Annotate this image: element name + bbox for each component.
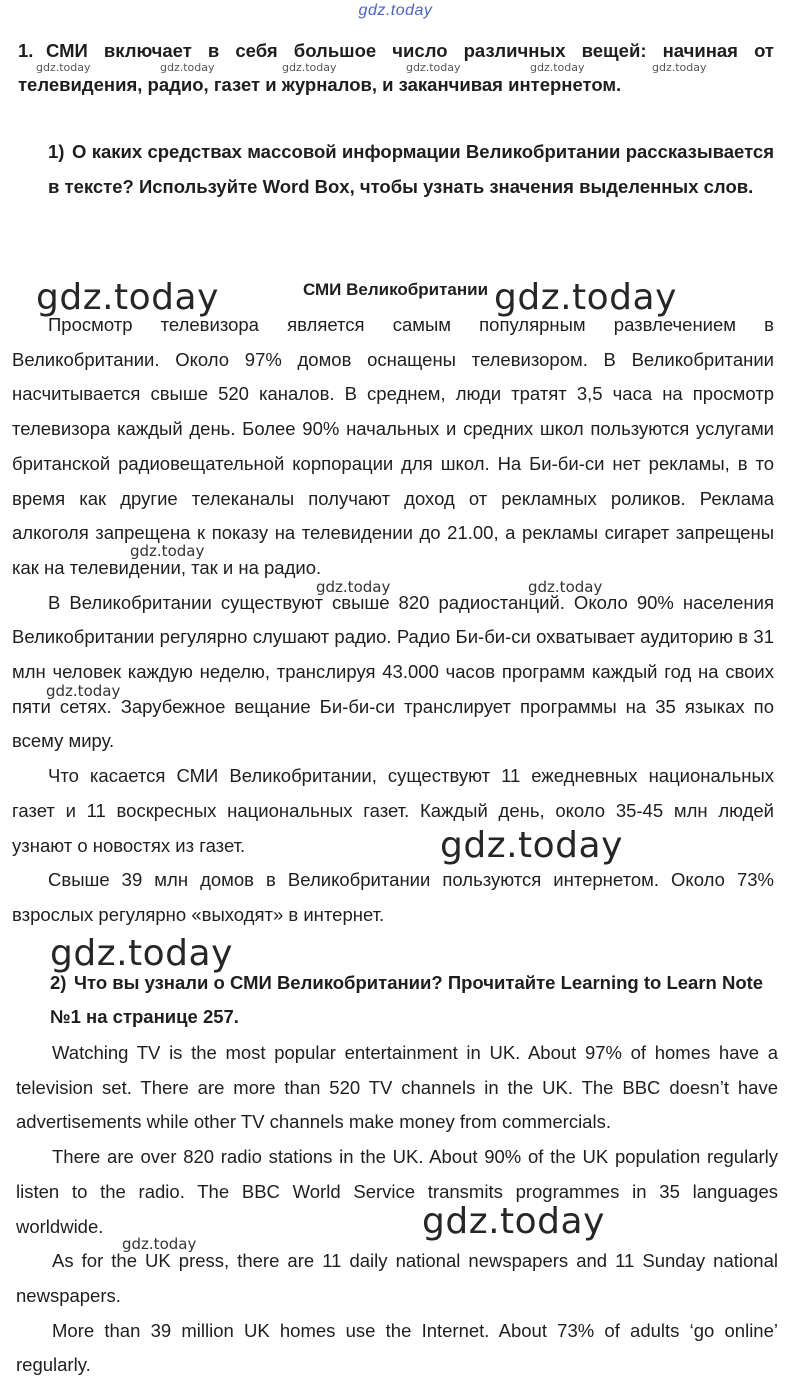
watermark-medium: gdz.today	[122, 1235, 197, 1253]
text-title: СМИ Великобритании	[302, 280, 489, 299]
en-paragraph: As for the UK press, there are 11 daily national newspapers and 11 Sunday national newspapers.	[16, 1250, 778, 1306]
subtask-1-number: 1)	[48, 141, 65, 162]
subtask-2-text: Что вы узнали о СМИ Великобритании? Прочитайте Learning to Learn Note №1 на странице 257.	[50, 972, 764, 1027]
watermark-medium: gdz.today	[316, 578, 391, 596]
russian-text	[12, 308, 774, 933]
watermark-small: gdz.today	[160, 61, 215, 74]
ru-paragraph: Свыше 39 млн домов в Великобритании пользуются интернетом. Около 73% взрослых регулярно «выходят» в интернет.	[12, 869, 774, 925]
en-paragraph: Watching TV is the most popular entertainment in UK. About 97% of homes have a television set. There are more than 520 TV channels in the UK. The BBC doesn’t have advertisements while other TV channels make money from commercials.	[16, 1042, 778, 1133]
watermark-small: gdz.today	[36, 61, 91, 74]
subtask-1	[48, 134, 774, 204]
watermark-small: gdz.today	[530, 61, 585, 74]
watermark-small: gdz.today	[282, 61, 337, 74]
watermark-small: gdz.today	[652, 61, 707, 74]
watermark-large: gdz.today	[440, 825, 623, 866]
ru-paragraph: В Великобритании существуют свыше 820 радиостанций. Около 90% населения Великобритании регулярно слушают радио. Радио Би-би-си охватывает аудиторию в 31 млн человек каждую неделю, транслируя 43.000 часов программ каждый год на своих пяти сетях. Зарубежное вещание Би-би-си транслирует программы на 35 языках по всему миру.	[12, 591, 774, 752]
watermark-medium: gdz.today	[46, 682, 121, 700]
en-paragraph: More than 39 million UK homes use the Internet. About 73% of adults ‘go online’ regularly.	[16, 1319, 778, 1376]
watermark-small: gdz.today	[406, 61, 461, 74]
watermark-medium: gdz.today	[130, 542, 205, 560]
ru-paragraph: Просмотр телевизора является самым популярным развлечением в Великобритании. Около 97% домов оснащены телевизором. В Великобритании насчитывается свыше 520 каналов. В среднем, люди тратят 3,5 часа на просмотр телевизора каждый день. Более 90% начальных и средних школ пользуются услугами британской радиовещательной корпорации для школ. На Би-би-си нет рекламы, в то время как другие телеканалы получают доход от рекламных роликов. Реклама алкоголя запрещена к показу на телевидении до 21.00, а рекламы сигарет запрещены как на телевидении, так и на радио.	[12, 314, 774, 578]
en-paragraph: There are over 820 radio stations in the UK. About 90% of the UK population regularly listen to the radio. The BBC World Service transmits programmes in 35 languages worldwide.	[16, 1146, 778, 1237]
english-text	[16, 1036, 778, 1383]
watermark-large: gdz.today	[50, 933, 233, 974]
header-watermark: gdz.today	[358, 2, 433, 19]
subtask-2	[50, 966, 778, 1034]
task-number: 1.	[18, 40, 34, 61]
watermark-large: gdz.today	[494, 277, 677, 318]
watermark-medium: gdz.today	[528, 578, 603, 596]
watermark-large: gdz.today	[422, 1201, 605, 1242]
subtask-1-text: О каких средствах массовой информации Великобритании рассказывается в тексте? Используйте Word Box, чтобы узнать значения выделенных слов.	[48, 141, 774, 197]
watermark-large: gdz.today	[36, 277, 219, 318]
subtask-2-number: 2)	[50, 972, 67, 993]
ru-paragraph: Что касается СМИ Великобритании, существуют 11 ежедневных национальных газет и 11 воскресных национальных газет. Каждый день, около 35-45 млн людей узнают о новостях из газет.	[12, 765, 774, 856]
task-text: СМИ включает в себя большое число различных вещей: начиная от телевидения, радио, газет и журналов, и заканчивая интернетом.	[18, 40, 774, 95]
